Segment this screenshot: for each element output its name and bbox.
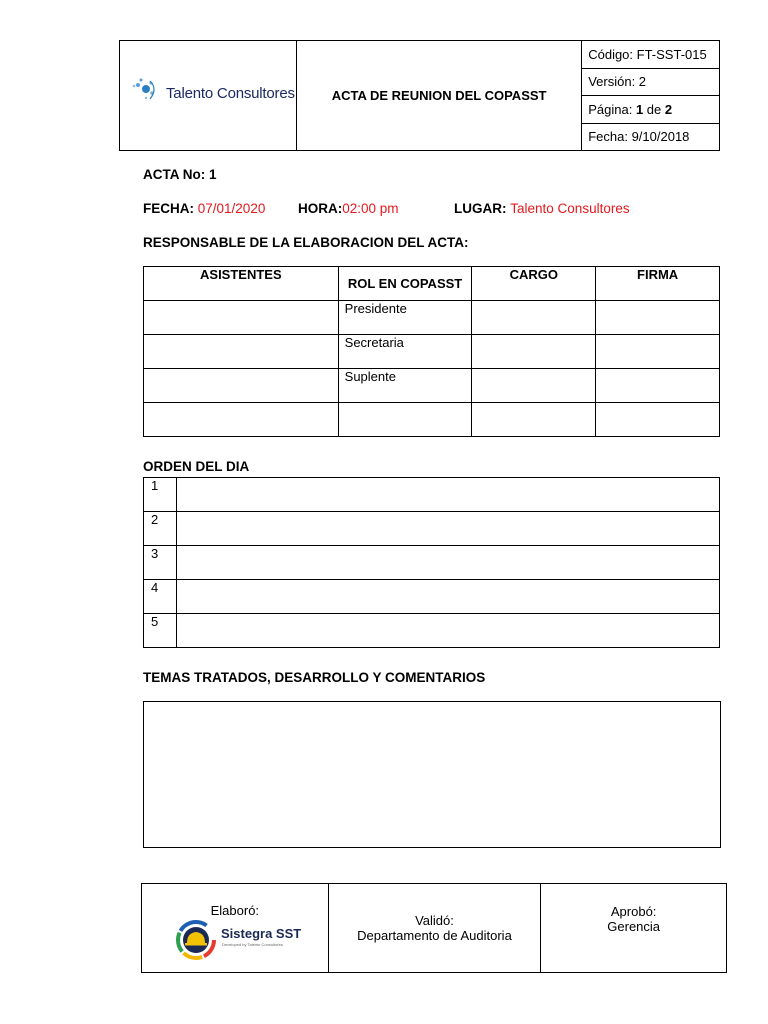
- cargo-cell[interactable]: [472, 335, 596, 369]
- sistegra-logo: [142, 918, 328, 962]
- item-text[interactable]: [177, 478, 720, 512]
- lugar-value: Talento Consultores: [510, 201, 630, 216]
- cargo-cell[interactable]: [472, 301, 596, 335]
- sistegra-helmet-icon: [176, 920, 216, 960]
- item-text[interactable]: [177, 512, 720, 546]
- elaboro-label: Elaboró:: [210, 903, 260, 918]
- responsable-heading: RESPONSABLE DE LA ELABORACION DEL ACTA:: [143, 235, 469, 250]
- acta-number: ACTA No: 1: [143, 167, 217, 182]
- rol-cell: Suplente: [338, 369, 472, 403]
- logo-cell: [120, 41, 297, 151]
- temas-heading: TEMAS TRATADOS, DESARROLLO Y COMENTARIOS: [143, 670, 486, 685]
- table-row: [144, 301, 720, 335]
- header-rol: ROL EN COPASST: [338, 267, 472, 301]
- version-cell: Versión: 2: [582, 68, 720, 96]
- aprobo-label: Aprobó:: [610, 904, 657, 919]
- item-number: 5: [144, 614, 177, 648]
- asistente-cell[interactable]: [144, 403, 339, 437]
- rol-cell: [338, 403, 472, 437]
- fecha-label: FECHA:: [143, 201, 194, 216]
- fecha-row: [143, 201, 265, 216]
- asistente-cell[interactable]: [144, 301, 339, 335]
- firma-cell[interactable]: [596, 369, 720, 403]
- item-number: 2: [144, 512, 177, 546]
- item-text[interactable]: [177, 580, 720, 614]
- fecha-value: 07/01/2020: [197, 201, 266, 216]
- orden-table: [143, 477, 720, 648]
- firma-cell[interactable]: [596, 403, 720, 437]
- logo-text: Talento Consultores: [166, 85, 295, 102]
- hora-label: HORA:: [298, 201, 343, 216]
- firma-cell[interactable]: [596, 335, 720, 369]
- rol-cell: Presidente: [338, 301, 472, 335]
- header-firma: FIRMA: [596, 267, 720, 301]
- table-row: [144, 335, 720, 369]
- valido-cell: [328, 884, 541, 973]
- table-row: [144, 403, 720, 437]
- codigo-cell: Código: FT-SST-015: [582, 41, 720, 69]
- cargo-cell[interactable]: [472, 403, 596, 437]
- list-item: [144, 546, 720, 580]
- asistente-cell[interactable]: [144, 369, 339, 403]
- talento-logo-icon: [128, 71, 164, 107]
- list-item: [144, 614, 720, 648]
- item-number: 1: [144, 478, 177, 512]
- list-item: [144, 478, 720, 512]
- item-text[interactable]: [177, 546, 720, 580]
- rol-cell: Secretaria: [338, 335, 472, 369]
- asistentes-table: [143, 266, 720, 437]
- pagina-de: de: [646, 101, 662, 117]
- lugar-label: LUGAR:: [454, 201, 507, 216]
- sistegra-brand: Sistegra SST: [221, 926, 302, 941]
- table-row: [144, 369, 720, 403]
- item-text[interactable]: [177, 614, 720, 648]
- pagina-number: 1: [635, 101, 644, 117]
- fecha-cell: Fecha: 9/10/2018: [582, 123, 720, 151]
- header-cargo: CARGO: [472, 267, 596, 301]
- sistegra-sub: Developed by Talento Consultores: [222, 942, 283, 947]
- elaboro-cell: [142, 884, 329, 973]
- pagina-cell: [582, 96, 720, 124]
- firma-cell[interactable]: [596, 301, 720, 335]
- asistente-cell[interactable]: [144, 335, 339, 369]
- pagina-total: 2: [664, 101, 673, 117]
- valido-value: Departamento de Auditoria: [357, 928, 512, 943]
- approval-footer: [141, 883, 727, 973]
- aprobo-value: Gerencia: [607, 919, 661, 934]
- header-asistentes: ASISTENTES: [144, 267, 339, 301]
- orden-heading: ORDEN DEL DIA: [143, 459, 250, 474]
- hora-value: 02:00 pm: [342, 201, 399, 216]
- pagina-label: Página:: [588, 101, 633, 117]
- aprobo-cell: [541, 884, 727, 973]
- document-header: [119, 40, 720, 151]
- document-title: ACTA DE REUNION DEL COPASST: [297, 41, 582, 151]
- cargo-cell[interactable]: [472, 369, 596, 403]
- list-item: [144, 580, 720, 614]
- lugar-row: [454, 201, 630, 216]
- list-item: [144, 512, 720, 546]
- item-number: 3: [144, 546, 177, 580]
- item-number: 4: [144, 580, 177, 614]
- valido-label: Validó:: [415, 913, 454, 928]
- hora-row: [298, 201, 399, 216]
- temas-textarea[interactable]: [143, 701, 721, 848]
